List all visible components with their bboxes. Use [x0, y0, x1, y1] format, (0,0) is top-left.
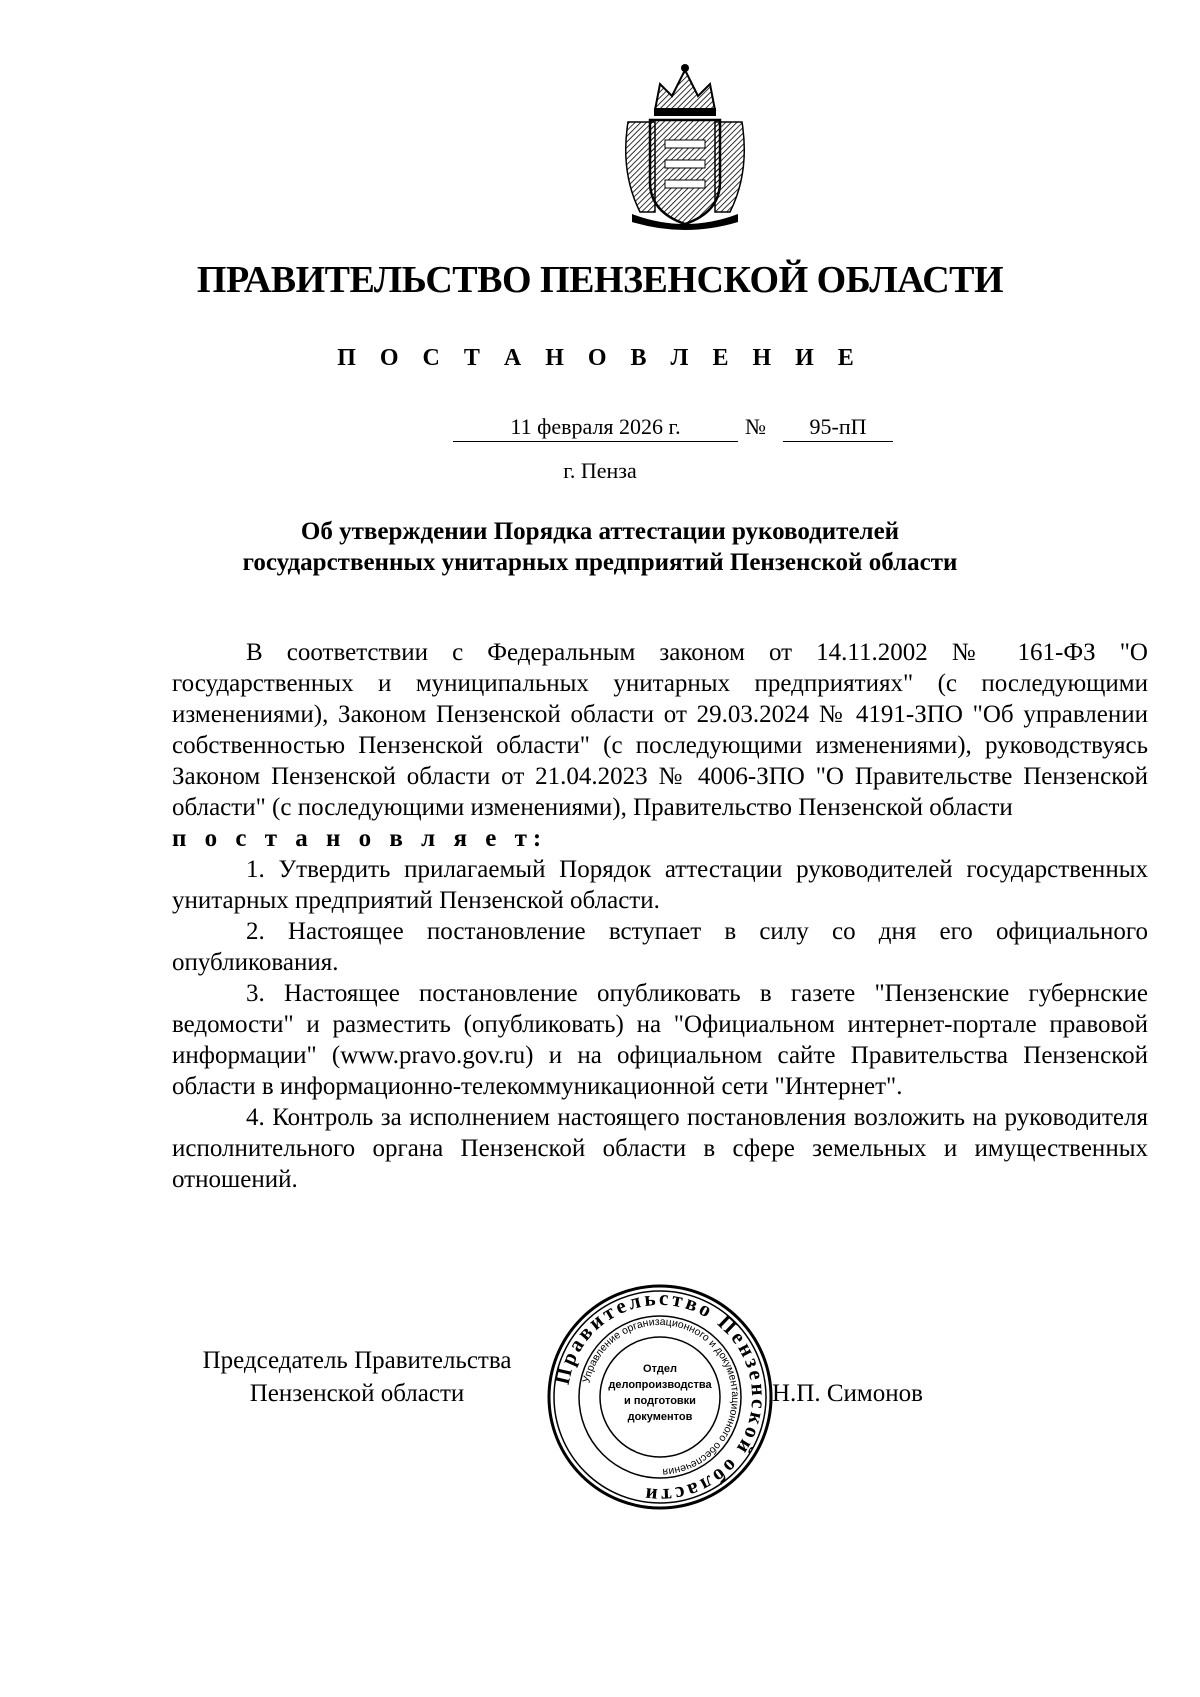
- coat-of-arms-emblem: [610, 62, 760, 230]
- item-paragraph-4: 4. Контроль за исполнением настоящего постановления возложить на руководителя исполнительного органа Пензенской области в сфере земельных и имущественных отношений.: [172, 1104, 1148, 1193]
- item-paragraph-3: 3. Настоящее постановление опубликовать в газете "Пензенские губернские ведомости" и разместить (опубликовать) на "Официальном интернет-портале правовой информации" (www.pravo.gov.ru) и на официальном сайте Правительства Пензенской области в информационно-телекоммуникационной сети "Интернет".: [172, 980, 1148, 1100]
- city-name: г. Пенза: [563, 458, 637, 483]
- document-body: [172, 637, 1148, 1195]
- seal-middle-text: Управление организационного и документационного обеспечения: [580, 1315, 742, 1478]
- seal-center-line-2: делопроизводства: [608, 1379, 712, 1391]
- seal-center-line-1: Отдел: [643, 1363, 677, 1375]
- signatory-position: [172, 1344, 542, 1410]
- document-title: [0, 516, 1200, 578]
- document-number: 95-пП: [783, 413, 893, 442]
- signatory-position-line-2: Пензенской области: [249, 1380, 465, 1407]
- document-title-line-2: государственных унитарных предприятий Пензенской области: [242, 549, 958, 576]
- number-sign: №: [745, 414, 766, 439]
- preamble-paragraph: В соответствии с Федеральным законом от 14.11.2002 № 161-ФЗ "О государственных и муниципальных унитарных предприятиях" (с последующими изменениями), Законом Пензенской области от 29.03.2024 № 4191-ЗПО "Об управлении собственностью Пензенской области" (с последующими изменениями), руководствуясь Законом Пензенской области от 21.04.2023 № 4006-ЗПО "О Правительстве Пензенской области" (с последующими изменениями), Правительство Пензенской области: [172, 639, 1148, 821]
- document-date: 11 февраля 2026 г.: [453, 413, 738, 442]
- signatory-name: Н.П. Симонов: [772, 1380, 923, 1407]
- item-paragraph-1: 1. Утвердить прилагаемый Порядок аттестации руководителей государственных унитарных предприятий Пензенской области.: [172, 856, 1148, 914]
- document-type-heading: П О С Т А Н О В Л Е Н И Е: [337, 345, 863, 371]
- seal-center-line-3: и подготовки: [624, 1395, 696, 1407]
- document-title-line-1: Об утверждении Порядка аттестации руководителей: [300, 518, 900, 545]
- signatory-position-line-1: Председатель Правительства: [202, 1347, 512, 1374]
- official-seal-stamp: [545, 1282, 775, 1512]
- government-name-heading: ПРАВИТЕЛЬСТВО ПЕНЗЕНСКОЙ ОБЛАСТИ: [196, 259, 1004, 301]
- seal-center-line-4: документов: [627, 1411, 693, 1423]
- seal-outer-text: Правительство Пензенской области: [549, 1285, 772, 1509]
- date-number-line: [0, 413, 1200, 443]
- resolves-word: п о с т а н о в л я е т:: [172, 825, 548, 852]
- item-paragraph-2: 2. Настоящее постановление вступает в силу со дня его официального опубликования.: [172, 918, 1148, 976]
